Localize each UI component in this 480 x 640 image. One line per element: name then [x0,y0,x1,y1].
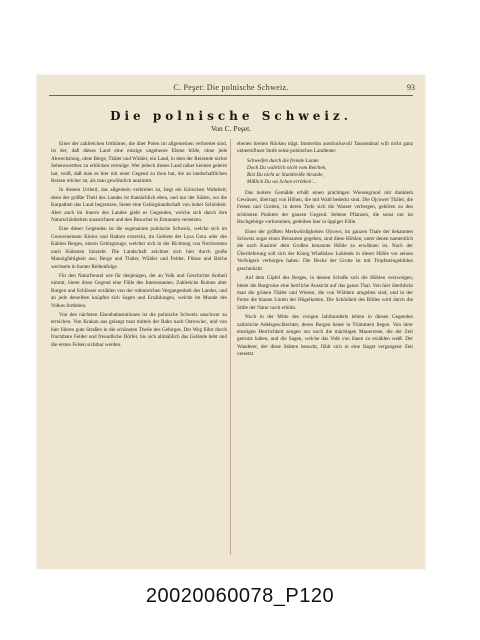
paragraph: Einer der zahlreichen Irrthümer, die über Polen im allgemeinen verbreitet sind, ist der, daß dieses Land eine einzige ungeheure Ebene bilde, ohne jede Abwechslung, ohne Berge, Thäler und Wälder, ein Land, in dem der Reisende nichts Sehenswerthes zu erblicken vermöge. Wer jedoch dieses Land näher kennen gelernt hat, weiß, daß man es hier mit einer Gegend zu thun hat, die an landschaftlichen Reizen reicher ist, als man gewöhnlich annimmt. [51,141,227,185]
paragraph: Einer der größten Merkwürdigkeiten Ojcows, im ganzen Thale der bekannten Schweiz sogar einen Beinamen gegeben, sind diese Höhlen, unter denen namentlich die nach Kasimir dem Großen benannte Höhle zu erwähnen ist. Nach der Überlieferung soll sich der König Wladislaw Lokietek in dieser Höhle vor seinen Verfolgern verborgen haben. Die Decke der Grotte ist mit Tropfsteingebilden geschmückt. [237,228,413,272]
page-number: 93 [407,83,415,92]
article-title: Die polnische Schweiz. [110,109,352,123]
poem-line: Mißlich Du wo Schon erröthen'... [247,179,317,186]
right-text-column [237,141,413,361]
header-rule [49,95,413,96]
paragraph: Von den nächsten Eisenbahnstationen ist die polnische Schweiz unschwer zu erreichen. Von Krakau aus gelangt man mittels der Bahn nach Ostrowiec, und von hier führen gute Straßen in die schönsten Theile des Gebirges. Der Weg führt durch fruchtbare Felder und freundliche Dörfer, bis sich allmählich das Gelände hebt und die ersten Felsen sichtbar werden. [51,311,227,348]
paragraph: Das heitere Gemälde erhält einen prächtigen Wiesengrund mit dunklem Gewässer, überragt von Höhen, die mit Wald bedeckt sind. Die Ojcower Thäler, die Felsen und Grotten, in deren Tiefe sich die Wasser verbergen, gehören zu den schönsten Punkten der ganzen Gegend. Seltene Pflanzen, die sonst nur im Hochgebirge vorkommen, gedeihen hier in üppiger Fülle. [237,189,413,226]
poem-quote [247,158,413,187]
page-sheet [37,75,425,569]
poem-line: Bist Du nicht ur Stumbreiße Strunde, [247,172,324,179]
paragraph: Noch in der Mitte des vorigen Jahrhunderts lebten in diesen Gegenden zahlreiche Adelsgeschlechter, deren Burgen heute in Trümmern liegen. Von ihrer einstigen Herrlichkeit zeugen nur noch die mächtigen Mauerreste, die der Zeit getrotzt haben, und die Sagen, welche das Volk von ihnen zu erzählen weiß. Der Wanderer, der diese Stätten besucht, fühlt sich in eine längst vergangene Zeit versetzt. [237,314,413,358]
article-byline: Von C. Peşet. [210,124,252,133]
paragraph: Auf dem Gipfel des Berges, in dessen Schoße sich die Höhlen verzweigen, bietet die Burgruine eine herrliche Aussicht auf das ganze Thal. Von hier überblickt man die grünen Thäler und Wiesen, die von Wäldern umgeben sind, und in der Ferne die blauen Linien der Hügelketten. Die Schönheit des Bildes wird durch die Stille der Natur noch erhöht. [237,275,413,311]
running-head-text: C. Peşet: Die polnische Schweiz. [173,83,289,92]
paragraph: Eine dieser Gegenden ist die sogenannte polnische Schweiz, welche sich im Gouvernement Kielce und Radom erstreckt, im Gebiete der Lysa Gora oder des Kahlen Berges, einem Gebirgszuge, welcher sich in der Richtung von Nordwesten nach Südosten hinzieht. Die Landschaft zeichnet sich hier durch große Mannigfaltigkeit aus; Berge und Thäler, Wälder und Felder, Flüsse und Bäche wechseln in bunter Reihenfolge. [51,226,227,270]
poem-line: Doch Du wahrlich nicht vom Reichen, [247,165,327,172]
archive-id-caption: 20020060078_P120 [145,585,335,607]
paragraph: Für den Naturfreund wie für denjenigen, der an Volk und Geschichte Antheil nimmt, bietet diese Gegend eine Fülle des Interessanten. Zahlreiche Ruinen alter Burgen und Schlösser erzählen von der ruhmreichen Vergangenheit des Landes, und an jede derselben knüpfen sich Sagen und Erzählungen, welche im Munde des Volkes fortleben. [51,272,227,309]
column-divider [230,139,231,555]
paragraph: In diesem Urtheil, das allgemein verbreitet ist, liegt ein Körnchen Wahrheit; denn der größte Theil des Landes ist thatsächlich eben, und nur der Süden, wo die Karpathen das Land begrenzen, bietet eine Gebirgslandschaft von hoher Schönheit. Aber auch im Innern des Landes giebt es Gegenden, welche sich durch ihre Naturschönheiten auszeichnen und den Besucher in Erstaunen versetzen. [51,187,227,224]
left-text-column [51,141,227,351]
paragraph: ebenen breiten Rücken trägt. Immerhin ausdrucksvoll Tausendmal will nicht ganz unbeeinflusst Stufe seine polnischen Landleute: [237,141,413,155]
poem-line: Schweifen durch die fremde Lande [247,157,319,164]
